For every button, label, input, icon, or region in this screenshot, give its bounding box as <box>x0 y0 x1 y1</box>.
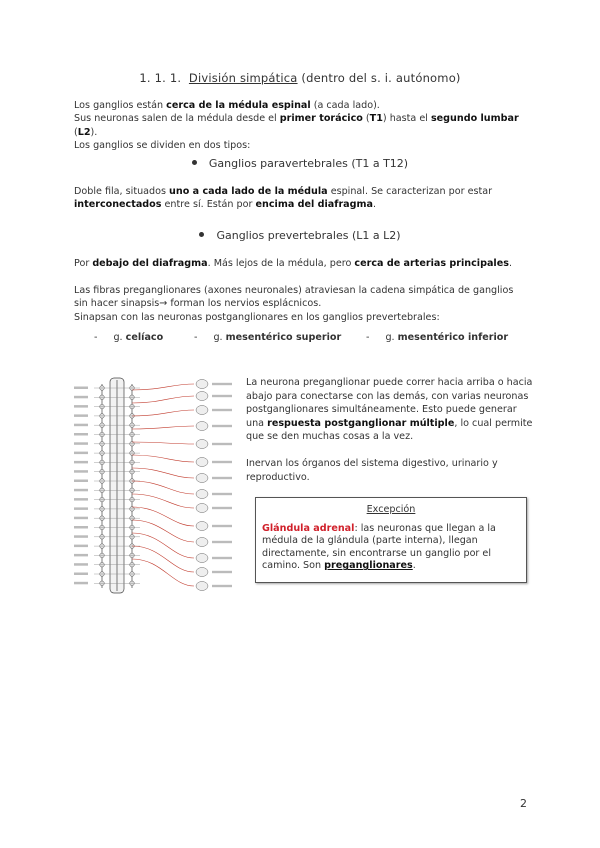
nerve-fiber <box>132 384 194 390</box>
list-item: - g. celíaco <box>94 332 164 343</box>
nerve-fiber <box>132 442 194 444</box>
section-heading <box>0 71 600 85</box>
organ-shape <box>196 440 208 449</box>
organ-label-mark <box>212 409 232 411</box>
section-title-suffix: (dentro del s. i. autónomo) <box>301 71 461 85</box>
organ-label-mark <box>212 585 232 587</box>
organ-label-mark <box>212 493 232 495</box>
nerve-fiber <box>132 426 194 429</box>
organ-label-mark <box>212 461 232 463</box>
segment-label-mark <box>74 424 88 427</box>
subtitle-paravertebral: Ganglios paravertebrales (T1 a T12) <box>0 157 600 170</box>
segment-label-mark <box>74 582 88 585</box>
nerve-fiber <box>132 546 194 572</box>
section-title: División simpática <box>188 71 298 85</box>
organ-shape <box>196 582 208 591</box>
nerve-fiber <box>132 507 194 526</box>
segment-label-mark <box>74 489 88 492</box>
organ-label-mark <box>212 557 232 559</box>
organ-shape <box>196 392 208 401</box>
segment-label-mark <box>74 507 88 510</box>
segment-label-mark <box>74 498 88 501</box>
nerve-fiber <box>132 520 194 542</box>
organ-shape <box>196 538 208 547</box>
organ-label-mark <box>212 541 232 543</box>
intro-paragraph: Los ganglios están cerca de la médula espinal (a cada lado). Sus neuronas salen de la médula desde el primer torácico (T1) hasta el segundo lumbar (L2). Los ganglios se dividen en dos tipos: <box>74 100 519 152</box>
nerve-fiber <box>132 533 194 558</box>
exception-text: Glándula adrenal: las neuronas que llegan a la médula de la glándula (parte interna), llegan directamente, sin encontrarse un ganglio por el camino. Son preganglionares. <box>262 522 496 572</box>
bullet-icon <box>199 232 204 237</box>
segment-label-mark <box>74 433 88 436</box>
organ-label-mark <box>212 571 232 573</box>
nerve-fiber <box>132 468 194 478</box>
segment-label-mark <box>74 545 88 548</box>
right-column-text: La neurona preganglionar puede correr hacia arriba o hacia abajo para conectarse con las demás, con varias neuronas postganglionares simultáneamente. Esto puede generar una respuesta postganglionar múltiple, lo cual permite que se den muchas cosas a la vez. Inervan los órganos del sistema digestivo, urinario y reproductivo. <box>246 377 533 483</box>
segment-label-mark <box>74 414 88 417</box>
segment-label-mark <box>74 396 88 399</box>
page-number: 2 <box>520 797 527 810</box>
segment-label-mark <box>74 480 88 483</box>
organ-shape <box>196 554 208 563</box>
organ-shape <box>196 522 208 531</box>
segment-label-mark <box>74 405 88 408</box>
segment-label-mark <box>74 554 88 557</box>
organ-label-mark <box>212 477 232 479</box>
organ-label-mark <box>212 525 232 527</box>
nerve-fiber <box>132 455 194 462</box>
exception-box <box>255 497 527 583</box>
list-item: - g. mesentérico inferior <box>366 332 509 343</box>
subtitle-prevertebral: Ganglios prevertebrales (L1 a L2) <box>0 229 600 242</box>
segment-label-mark <box>74 535 88 538</box>
nerve-fiber <box>132 559 194 586</box>
organ-shape <box>196 458 208 467</box>
segment-label-mark <box>74 563 88 566</box>
segment-label-mark <box>74 442 88 445</box>
segment-label-mark <box>74 387 88 390</box>
organ-shape <box>196 504 208 513</box>
organ-label-mark <box>212 425 232 427</box>
organ-label-mark <box>212 507 232 509</box>
segment-label-mark <box>74 517 88 520</box>
organ-label-mark <box>212 383 232 385</box>
organ-label-mark <box>212 443 232 445</box>
prevertebral-paragraph: Por debajo del diafragma. Más lejos de la médula, pero cerca de arterias principales. <box>74 258 512 269</box>
section-number: 1. 1. 1. <box>139 71 182 85</box>
nerve-fiber <box>132 481 194 494</box>
organ-shape <box>196 422 208 431</box>
organ-shape <box>196 568 208 577</box>
nerve-fiber <box>132 494 194 508</box>
organ-label-mark <box>212 395 232 397</box>
organ-shape <box>196 474 208 483</box>
organ-shape <box>196 380 208 389</box>
organ-shape <box>196 490 208 499</box>
segment-label-mark <box>74 452 88 455</box>
paravertebral-paragraph: Doble fila, situados uno a cada lado de la médula espinal. Se caracterizan por estar interconectados entre sí. Están por encima del diafragma. <box>74 186 493 211</box>
bullet-icon <box>192 160 197 165</box>
nerve-fiber <box>132 410 194 416</box>
fibers-paragraph: Las fibras preganglionares (axones neuronales) atraviesan la cadena simpática de ganglios sin hacer sinapsis→ forman los nervios esplácnicos. Sinapsan con las neuronas postganglionares en los ganglios prevertebrales: <box>74 285 514 323</box>
sympathetic-chain-figure <box>72 366 242 616</box>
segment-label-mark <box>74 470 88 473</box>
exception-title: Excepción <box>366 504 416 515</box>
segment-label-mark <box>74 461 88 464</box>
organ-shape <box>196 406 208 415</box>
list-item: - g. mesentérico superior <box>194 332 342 343</box>
nerve-fiber <box>132 396 194 403</box>
segment-label-mark <box>74 526 88 529</box>
segment-label-mark <box>74 573 88 576</box>
